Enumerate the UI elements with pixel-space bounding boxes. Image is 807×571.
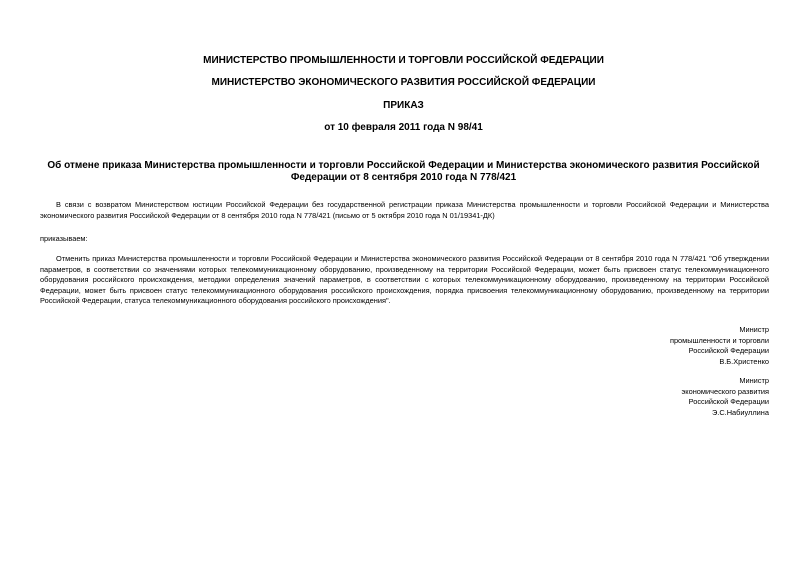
order-word: приказываем:: [40, 234, 88, 243]
ministry-heading-industry: МИНИСТЕРСТВО ПРОМЫШЛЕННОСТИ И ТОРГОВЛИ РОССИЙСКОЙ ФЕДЕРАЦИИ: [203, 55, 604, 66]
document-type: ПРИКАЗ: [383, 100, 424, 111]
signature-line: Российской Федерации: [688, 346, 769, 355]
signature-line: Министр: [739, 325, 769, 334]
signature-line: Российской Федерации: [688, 397, 769, 406]
document-title: Об отмене приказа Министерства промышленности и торговли Российской Федерации и Министерства экономического развития Российской Федерации от 8 сентября 2010 года N 778/421: [47, 160, 760, 183]
signatory-name: В.Б.Христенко: [719, 356, 769, 366]
signature-line: экономического развития: [681, 386, 769, 396]
signature-block-economy: [682, 376, 769, 418]
ministry-heading-economy: МИНИСТЕРСТВО ЭКОНОМИЧЕСКОГО РАЗВИТИЯ РОССИЙСКОЙ ФЕДЕРАЦИИ: [211, 77, 596, 88]
order-paragraph: Отменить приказ Министерства промышленности и торговли Российской Федерации и Министерства экономического развития Российской Федерации от 8 сентября 2010 года N 778/421 "Об утверждении параметров, в соответствии со значениями которых телекоммуникационному оборудованию, произведенному на территории Российской Федерации, может быть присвоен статус телекоммуникационного оборудования российского происхождения, методики определения значений параметров, в соответствии с которых телекоммуникационному оборудованию, произведенному на территории Российской Федерации, может быть присвоен статус телекоммуникационного оборудования российского происхождения, порядка присвоения телекоммуникационному оборудованию, произведенному на территории Российской Федерации, статуса телекоммуникационного оборудования российского происхождения".: [40, 254, 769, 305]
signature-block-industry: [670, 325, 769, 367]
signature-line: промышленности и торговли: [669, 335, 769, 345]
signature-line: Министр: [739, 376, 769, 385]
document-date-number: от 10 февраля 2011 года N 98/41: [324, 122, 483, 133]
intro-paragraph: В связи с возвратом Министерством юстиции Российской Федерации без государственной регистрации приказа Министерства промышленности и торговли Российской Федерации и Министерства экономического развития Российской Федерации от 8 сентября 2010 года N 778/421 (письмо от 5 октября 2010 года N 01/19341-ДК): [40, 200, 769, 220]
signatory-name: Э.С.Набиуллина: [711, 407, 769, 417]
